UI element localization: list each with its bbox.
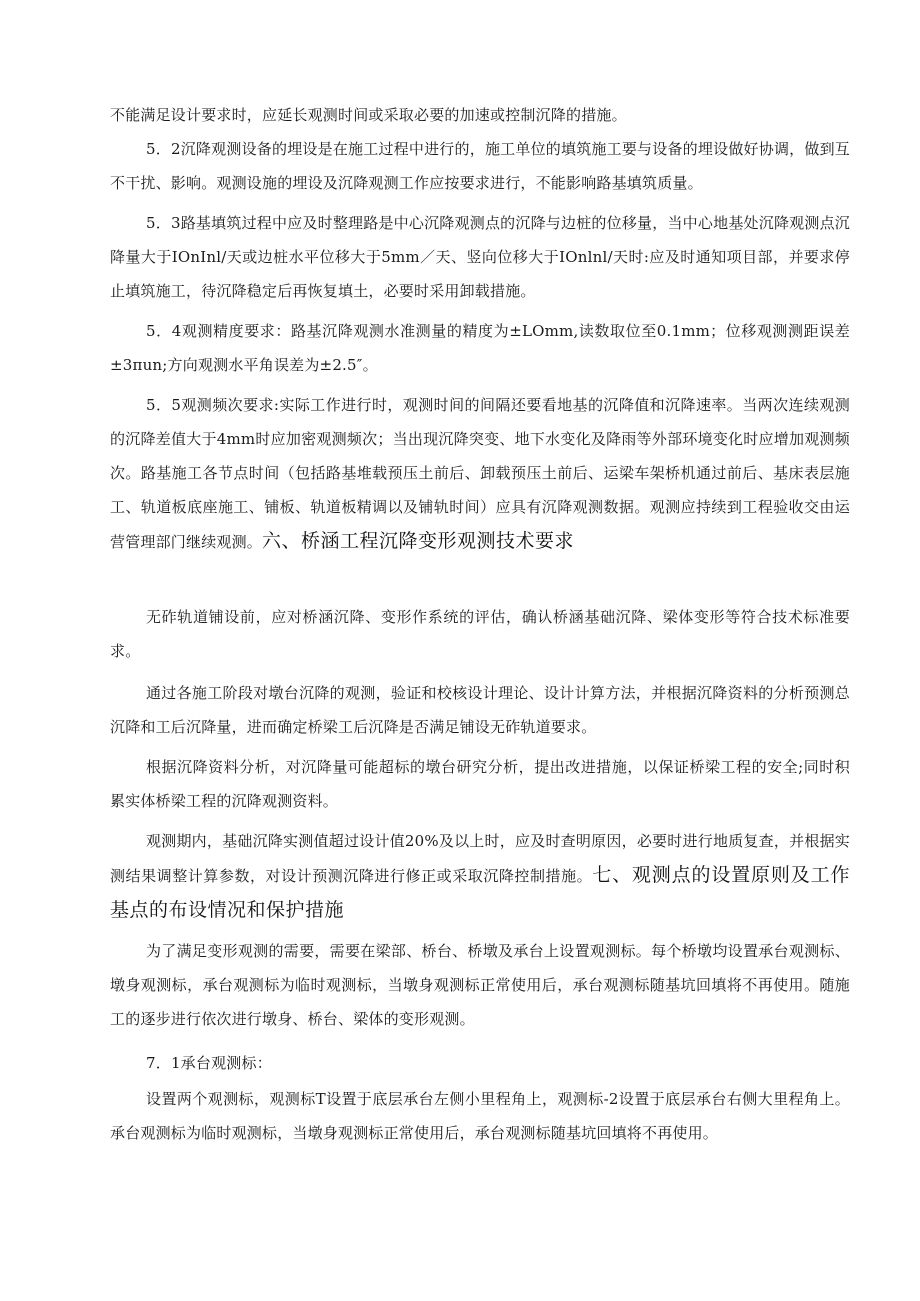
paragraph-text: 7．1承台观测标： (146, 1054, 272, 1072)
paragraph-text: 5．3路基填筑过程中应及时整理路是中心沉降观测点的沉降与边桩的位移量，当中心地基处沉降观测点沉降量大于IOnInl/天或边桩水平位移大于5mm／天、竖向位移大于IOnlnl/天时:应及时通知项目部，并要求停止填筑施工，待沉降稳定后再恢复填土，必要时采用卸载措施。 (110, 214, 850, 300)
paragraph-text: 通过各施工阶段对墩台沉降的观测，验证和校核设计理论、设计计算方法，并根据沉降资料的分析预测总沉降和工后沉降量，进而确定桥梁工后沉降是否满足铺设无砟轨道要求。 (110, 684, 850, 736)
paragraph-settlement-analysis (110, 750, 850, 818)
section-heading-6: 六、桥涵工程沉降变形观测技术要求 (262, 530, 575, 552)
paragraph-text: 5．2沉降观测设备的埋设是在施工过程中进行的，施工单位的填筑施工要与设备的埋设做好协调，做到互不干扰、影响。观测设施的埋设及沉降观测工作应按要求进行，不能影响路基填筑质量。 (110, 140, 850, 192)
paragraph-5-3 (110, 206, 850, 308)
paragraph-observation-period (110, 824, 850, 928)
paragraph-text: 根据沉降资料分析，对沉降量可能超标的墩台研究分析，提出改进措施，以保证桥梁工程的安全;同时积累实体桥梁工程的沉降观测资料。 (110, 758, 850, 810)
paragraph-bridge-evaluation (110, 600, 850, 668)
paragraph-text: 无砟轨道铺设前，应对桥涵沉降、变形作系统的评估，确认桥涵基础沉降、梁体变形等符合技术标准要求。 (110, 608, 850, 660)
paragraph-text: 5．4观测精度要求：路基沉降观测水准测量的精度为±LOmm,读数取位至0.1mm；位移观测测距误差±3πun;方向观测水平角误差为±2.5″。 (110, 322, 850, 374)
paragraph-continuation (110, 98, 850, 132)
paragraph-5-2 (110, 132, 850, 200)
paragraph-observation-marks (110, 934, 850, 1036)
paragraph-text: 设置两个观测标，观测标T设置于底层承台左侧小里程角上，观测标-2设置于底层承台右侧大里程角上。承台观测标为临时观测标，当墩身观测标正常使用后，承台观测标随基坑回填将不再使用。 (110, 1090, 850, 1142)
paragraph-bridge-verification (110, 676, 850, 744)
paragraph-text: 观测期内，基础沉降实测值超过设计值20%及以上时，应及时查明原因，必要时进行地质复查，并根据实测结果调整计算参数，对设计预测沉降进行修正或采取沉降控制措施。 (110, 832, 850, 885)
paragraph-cap-marks (110, 1082, 850, 1150)
section-heading-7: 七、观测点的设置原则及工作基点的布设情况和保护措施 (110, 864, 850, 921)
paragraph-text: 5．5观测频次要求:实际工作进行时，观测时间的间隔还要看地基的沉降值和沉降速率。当两次连续观测的沉降差值大于4mm时应加密观测频次；当出现沉降突变、地下水变化及降雨等外部环境变化时应增加观测频次。路基施工各节点时间（包括路基堆载预压土前后、卸载预压土前后、运梁车架桥机通过前后、基床表层施工、轨道板底座施工、铺板、轨道板精调以及铺轨时间）应具有沉降观测数据。观测应持续到工程验收交由运营管理部门继续观测。 (110, 396, 850, 551)
paragraph-text: 为了满足变形观测的需要，需要在梁部、桥台、桥墩及承台上设置观测标。每个桥墩均设置承台观测标、墩身观测标，承台观测标为临时观测标，当墩身观测标正常使用后，承台观测标随基坑回填将不再使用。随施工的逐步进行依次进行墩身、桥台、梁体的变形观测。 (110, 942, 850, 1028)
paragraph-7-1-heading (110, 1046, 850, 1080)
paragraph-text: 不能满足设计要求时，应延长观测时间或采取必要的加速或控制沉降的措施。 (110, 106, 627, 124)
paragraph-5-4 (110, 314, 850, 382)
paragraph-5-5 (110, 388, 850, 559)
